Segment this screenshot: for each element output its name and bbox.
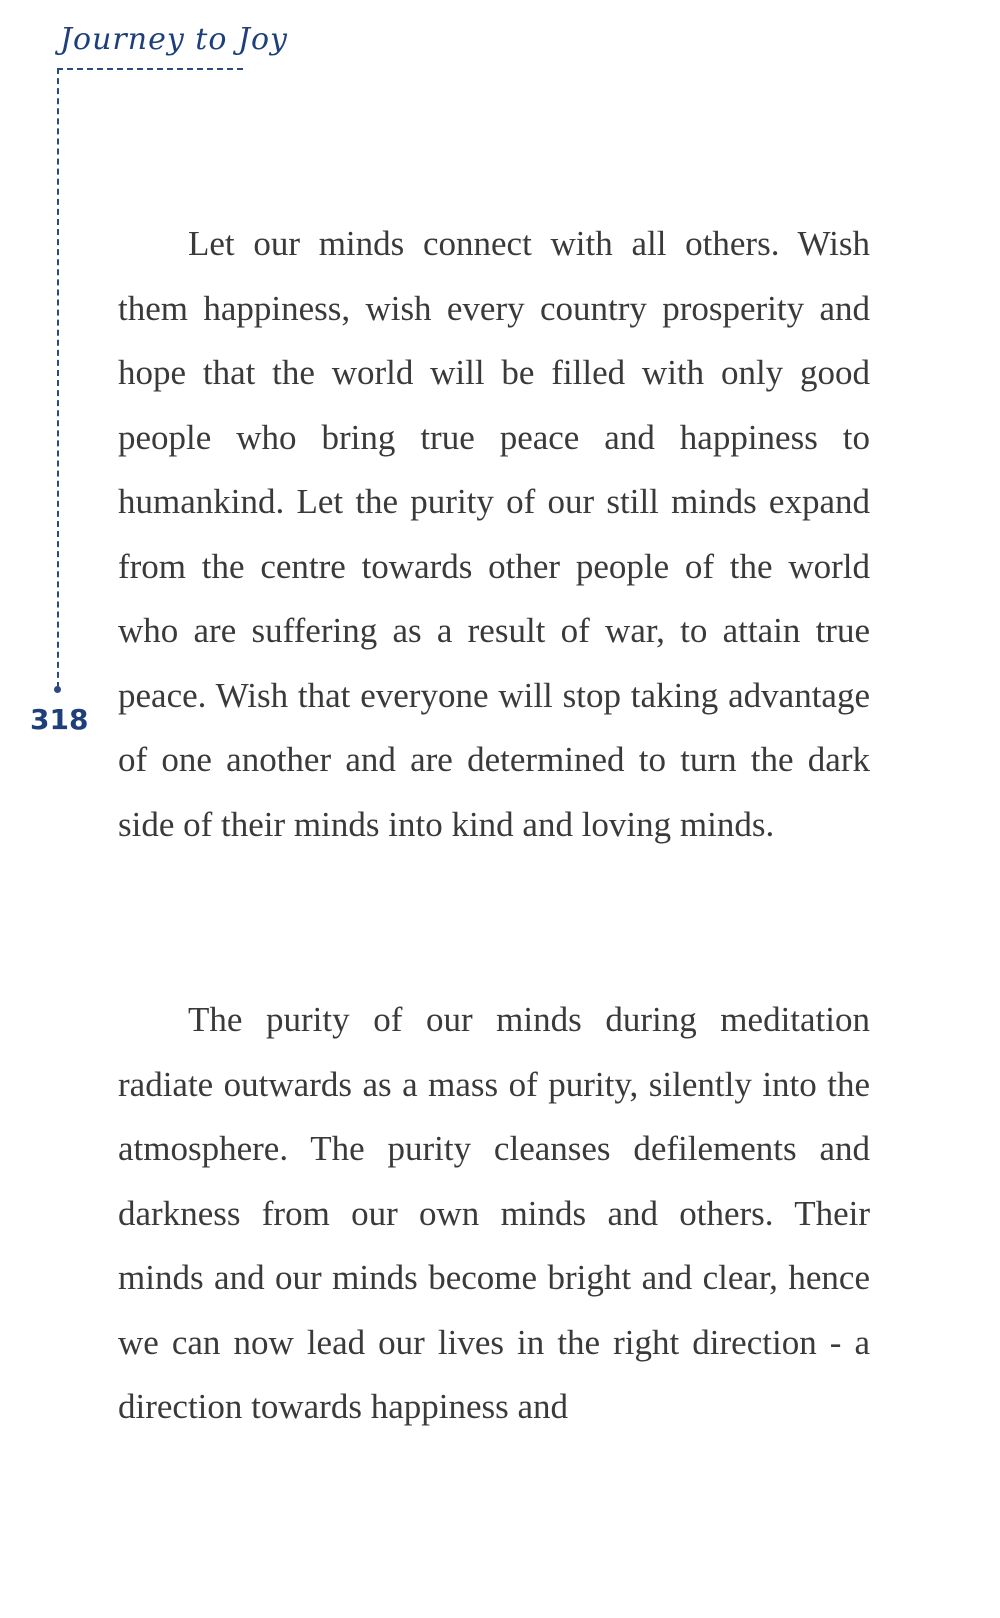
margin-rule-dot	[54, 686, 61, 693]
header-divider	[57, 68, 243, 70]
body-paragraph: Let our minds connect with all others. Wish them happiness, wish every country prosperity and hope that the world will be filled with only good people who bring true peace and happiness to humankind. Let the purity of our still minds expand from the centre towards other people of the world who are suffering as a result of war, to attain true peace. Wish that everyone will stop taking advantage of one another and are determined to turn the dark side of their minds into kind and loving minds.	[118, 224, 870, 844]
body-paragraph: The purity of our minds during meditation radiate outwards as a mass of purity, silently into the atmosphere. The purity cleanses defilements and darkness from our own minds and others. Their minds and our minds become bright and clear, hence we can now lead our lives in the right direction - a direction towards happiness and	[118, 1000, 870, 1426]
page-number: 318	[30, 703, 89, 736]
running-title: Journey to Joy	[60, 22, 288, 57]
margin-rule	[57, 68, 59, 688]
